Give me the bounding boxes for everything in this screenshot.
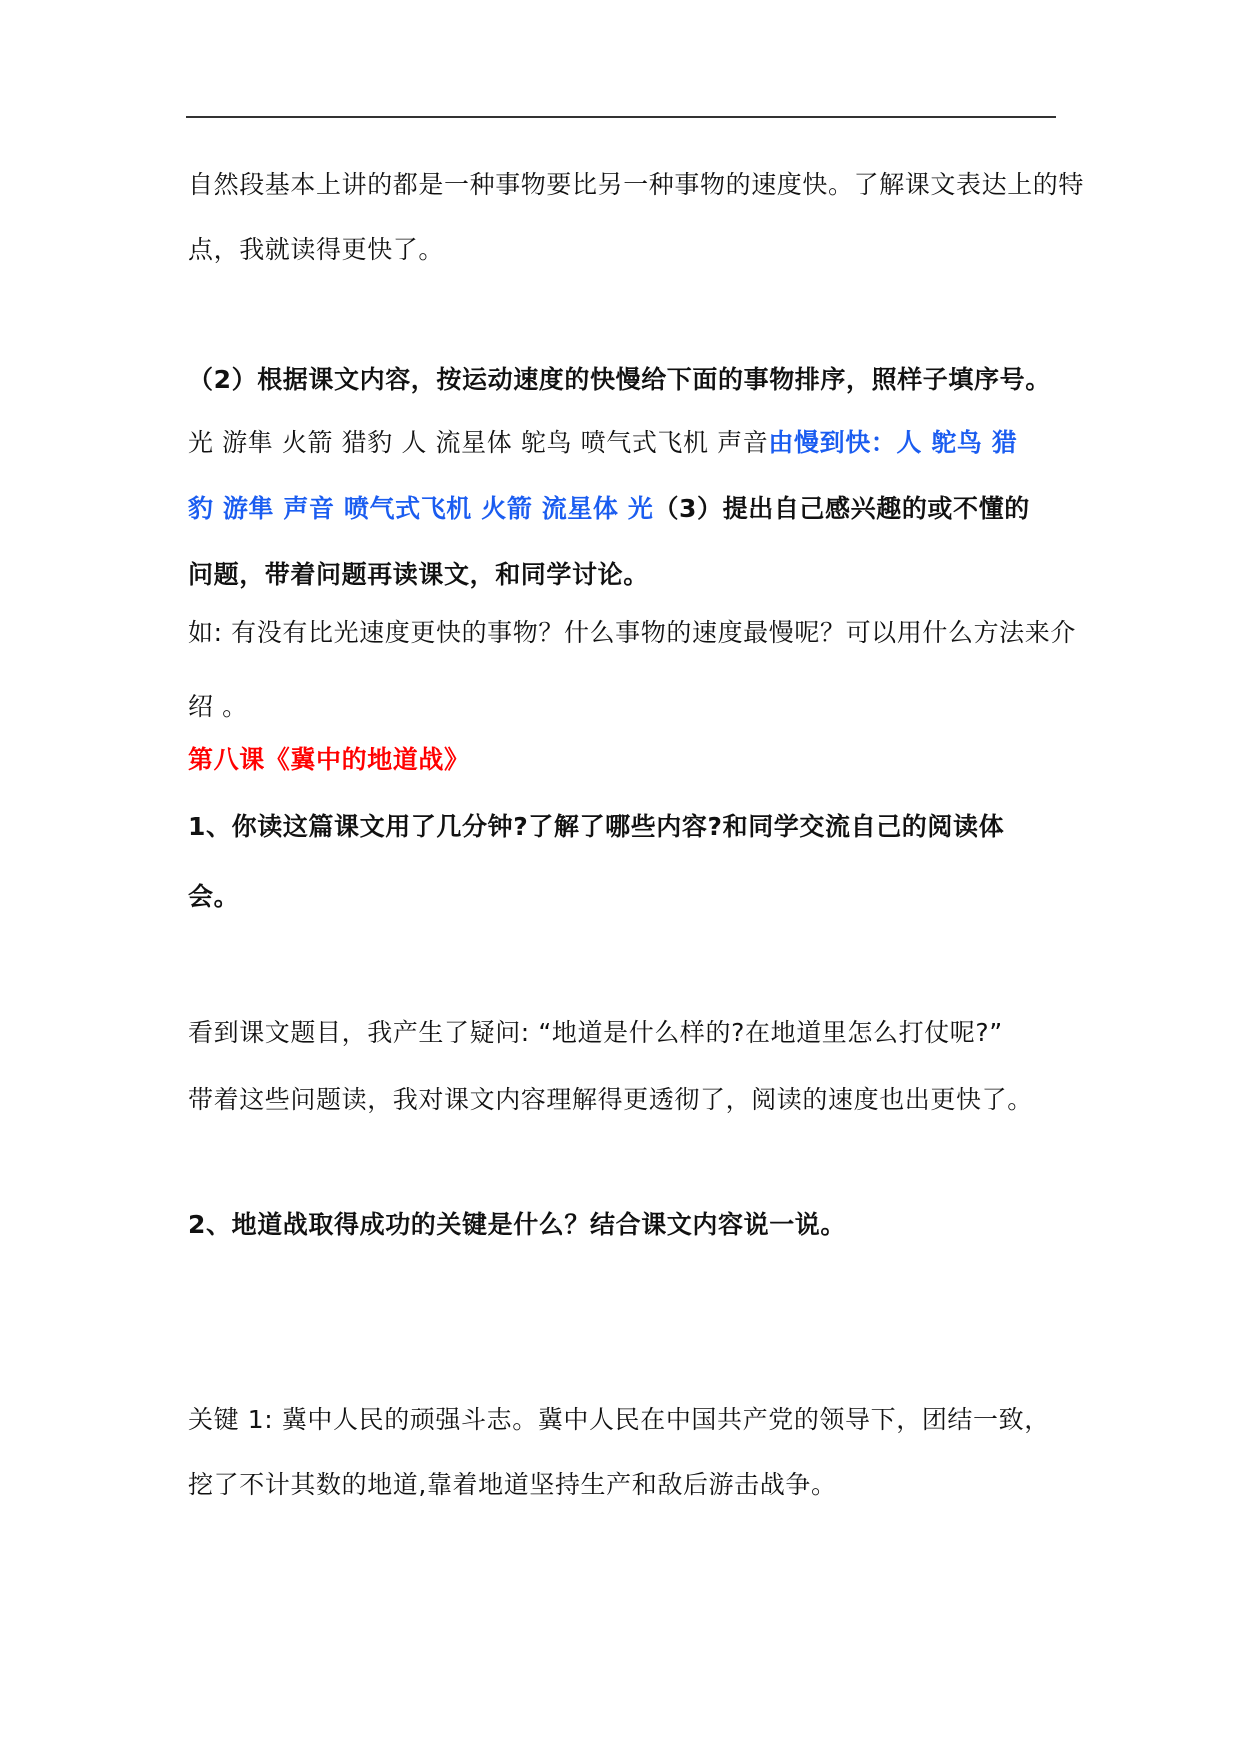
paragraph-line: 自然段基本上讲的都是一种事物要比另一种事物的速度快。了解课文表达上的特: [188, 170, 1085, 199]
question-3-part2: 问题，带着问题再读课文，和同学讨论。: [188, 560, 649, 589]
question-2: （2）根据课文内容，按运动速度的快慢给下面的事物排序，照样子填序号。: [188, 365, 1051, 394]
lesson-question-1: 1、你读这篇课文用了几分钟?了解了哪些内容?和同学交流自己的阅读体: [188, 812, 1005, 841]
question-3-example-line: 如: 有没有比光速度更快的事物？什么事物的速度最慢呢？可以用什么方法来介: [188, 618, 1076, 647]
lesson-answer-2: 关键 1: 冀中人民的顽强斗志。冀中人民在中国共产党的领导下，团结一致，: [188, 1405, 1050, 1434]
lesson-answer-2: 挖了不计其数的地道,靠着地道坚持生产和敌后游击战争。: [188, 1470, 837, 1499]
question-2-items-line: [188, 428, 1068, 458]
lesson-question-1: 会。: [188, 882, 240, 911]
lesson-answer-1: 看到课文题目，我产生了疑问: “地道是什么样的?在地道里怎么打仗呢?”: [188, 1018, 1003, 1047]
lesson-question-2: 2、地道战取得成功的关键是什么？结合课文内容说一说。: [188, 1210, 846, 1239]
question-3-part1: （3）提出自己感兴趣的或不懂的: [653, 494, 1030, 523]
question-3-example-line: 绍 。: [188, 692, 248, 721]
question-2-answer-part1: 由慢到快：人 鸵鸟 猎: [768, 428, 1018, 457]
question-2-answer-line: [188, 494, 1068, 524]
lesson-answer-1: 带着这些问题读，我对课文内容理解得更透彻了，阅读的速度也出更快了。: [188, 1085, 1033, 1114]
lesson-heading: 第八课《冀中的地道战》: [188, 745, 470, 774]
question-2-items: 光 游隼 火箭 猎豹 人 流星体 鸵鸟 喷气式飞机 声音: [188, 428, 769, 457]
paragraph-line: 点，我就读得更快了。: [188, 235, 445, 264]
question-2-answer-part2: 豹 游隼 声音 喷气式飞机 火箭 流星体 光: [188, 494, 654, 523]
header-rule: [186, 116, 1056, 118]
